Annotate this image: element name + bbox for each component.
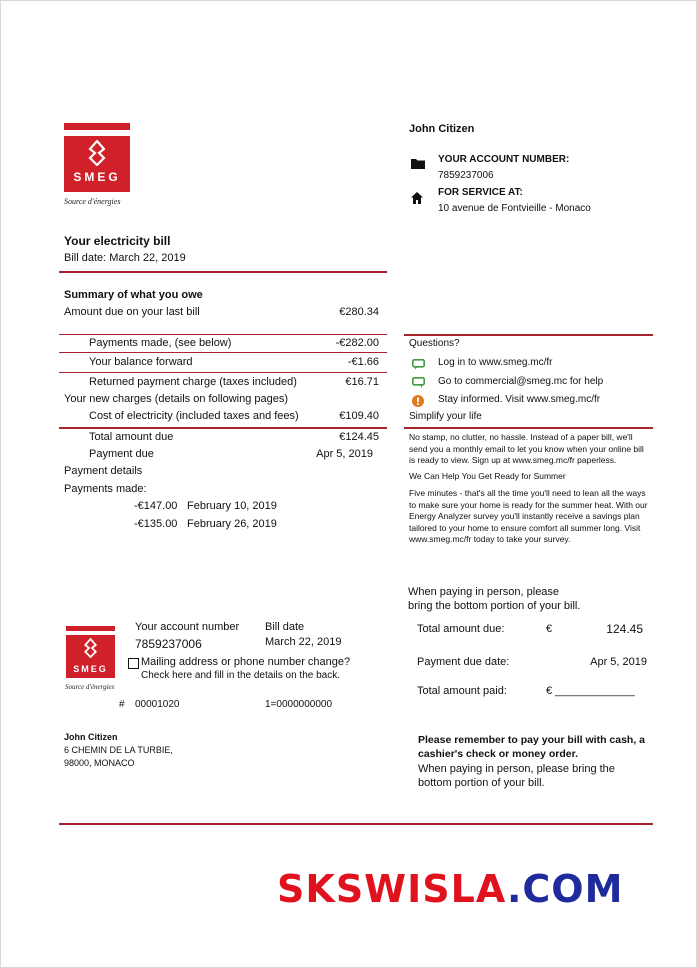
total-due-label: Total amount due [89, 431, 174, 443]
logo-top-bar [64, 123, 130, 130]
mailing-change-sub: Check here and fill in the details on the back. [141, 670, 341, 681]
payments-made-label: Payments made, (see below) [89, 337, 232, 349]
chat-icon [412, 377, 425, 389]
ref-right: 1=0000000000 [265, 699, 333, 710]
simplify-heading: Simplify your life [409, 411, 482, 422]
smeg-logo [64, 136, 130, 192]
stub-address-line2: 98000, MONACO [64, 758, 135, 768]
customer-name: John Citizen [409, 123, 475, 135]
divider [404, 334, 653, 336]
amount-due-last-value: €280.34 [339, 306, 379, 318]
stub-due-date-label: Payment due date: [417, 656, 510, 668]
remember-line1: When paying in person, please bring the [418, 763, 615, 775]
balance-forward-value: -€1.66 [347, 356, 379, 368]
divider [59, 271, 387, 273]
stub-address-name: John Citizen [64, 732, 118, 742]
divider [59, 352, 387, 353]
pay-in-person-line1: When paying in person, please [408, 586, 560, 598]
payment-row-date: February 10, 2019 [187, 500, 277, 512]
logo-flame-icon [87, 140, 107, 166]
amount-due-last-label: Amount due on your last bill [64, 306, 200, 318]
remember-notice: Please remember to pay your bill with cash, a cashier's check or money order. [418, 734, 646, 760]
account-number: 7859237006 [438, 170, 494, 181]
payments-made-value: -€282.00 [335, 337, 379, 349]
questions-heading: Questions? [409, 338, 460, 349]
summary-heading: Summary of what you owe [64, 289, 203, 301]
total-due-value: €124.45 [339, 431, 379, 443]
login-text[interactable]: Log in to www.smeg.mc/fr [438, 357, 553, 368]
stub-logo-bar [66, 626, 115, 631]
payment-due-label: Payment due [89, 448, 154, 460]
account-number-label: YOUR ACCOUNT NUMBER: [438, 154, 570, 165]
watermark-part2: .COM [506, 867, 624, 911]
stub-logo-text: SMEG [73, 664, 108, 674]
returned-charge-value: €16.71 [345, 376, 379, 388]
service-label: FOR SERVICE AT: [438, 187, 523, 198]
stub-smeg-logo [66, 635, 115, 678]
payment-details-label: Payment details [64, 465, 143, 477]
service-address: 10 avenue de Fontvieille - Monaco [438, 203, 591, 214]
stub-total-paid-label: Total amount paid: [417, 685, 507, 697]
mailing-change-label: Mailing address or phone number change? [141, 656, 351, 668]
bottom-divider [59, 823, 653, 825]
login-icon [412, 359, 425, 370]
summer-heading: We Can Help You Get Ready for Summer [409, 471, 566, 481]
summer-paragraph: Five minutes - that's all the time you'll need to lean all the ways to make sure your home is ready for the summer heat. With our Energy Analyzer survey you'll instantly receive a savings plan tailored to your home to ensure comfort all summer long. Visit www.smeg.mc/fr today to take your survey. [409, 488, 648, 544]
electricity-label: Cost of electricity (included taxes and fees) [89, 410, 299, 422]
stub-bill-date: March 22, 2019 [265, 636, 342, 648]
folder-icon [411, 158, 425, 169]
bill-date: Bill date: March 22, 2019 [64, 252, 186, 264]
logo-text: SMEG [73, 170, 121, 184]
stub-bill-date-label: Bill date [265, 621, 305, 633]
home-icon [411, 192, 423, 204]
payment-row-amount: -€135.00 [134, 518, 178, 530]
divider [59, 372, 387, 373]
returned-charge-label: Returned payment charge (taxes included) [89, 376, 297, 388]
payment-due-value: Apr 5, 2019 [316, 448, 373, 460]
stub-logo-flame-icon [83, 638, 98, 658]
stub-total-due-label: Total amount due: [417, 623, 505, 635]
stub-logo-tagline: Source d'énergies [65, 683, 115, 691]
bill-title: Your electricity bill [64, 234, 171, 248]
stub-account-number: 7859237006 [135, 637, 202, 651]
ref-left: 00001020 [135, 699, 180, 710]
informed-text[interactable]: Stay informed. Visit www.smeg.mc/fr [438, 394, 601, 405]
new-charges-label: Your new charges (details on following pages) [64, 393, 289, 405]
watermark-part1: SKSWISLA [277, 867, 507, 911]
stub-total-paid-field[interactable]: € _____________ [546, 685, 635, 697]
ref-hash: # [119, 699, 125, 710]
watermark-text [277, 867, 623, 911]
mailing-change-checkbox[interactable] [128, 658, 139, 669]
pay-in-person-line2: bring the bottom portion of your bill. [408, 600, 581, 612]
stub-account-label: Your account number [135, 621, 240, 633]
paperless-paragraph: No stamp, no clutter, no hassle. Instead of a paper bill, we'll send you a monthly email to let you know when your online bill is ready to view. Sign up at www.smeg.mc/fr paperless. [409, 432, 644, 465]
stub-currency: € [546, 623, 553, 635]
stub-total-due-value: 124.45 [606, 622, 643, 636]
payments-made-heading: Payments made: [64, 483, 147, 495]
stub-address-line1: 6 CHEMIN DE LA TURBIE, [64, 745, 173, 755]
payment-row-amount: -€147.00 [134, 500, 178, 512]
electricity-value: €109.40 [339, 410, 379, 422]
logo-tagline: Source d'énergies [64, 197, 121, 206]
stub-due-date-value: Apr 5, 2019 [590, 656, 647, 668]
divider [59, 427, 387, 429]
info-icon [412, 395, 424, 407]
remember-line2: bottom portion of your bill. [418, 777, 545, 789]
balance-forward-label: Your balance forward [89, 356, 193, 368]
commercial-text[interactable]: Go to commercial@smeg.mc for help [438, 376, 604, 387]
payment-row-date: February 26, 2019 [187, 518, 277, 530]
divider [59, 334, 387, 335]
divider [404, 427, 653, 429]
